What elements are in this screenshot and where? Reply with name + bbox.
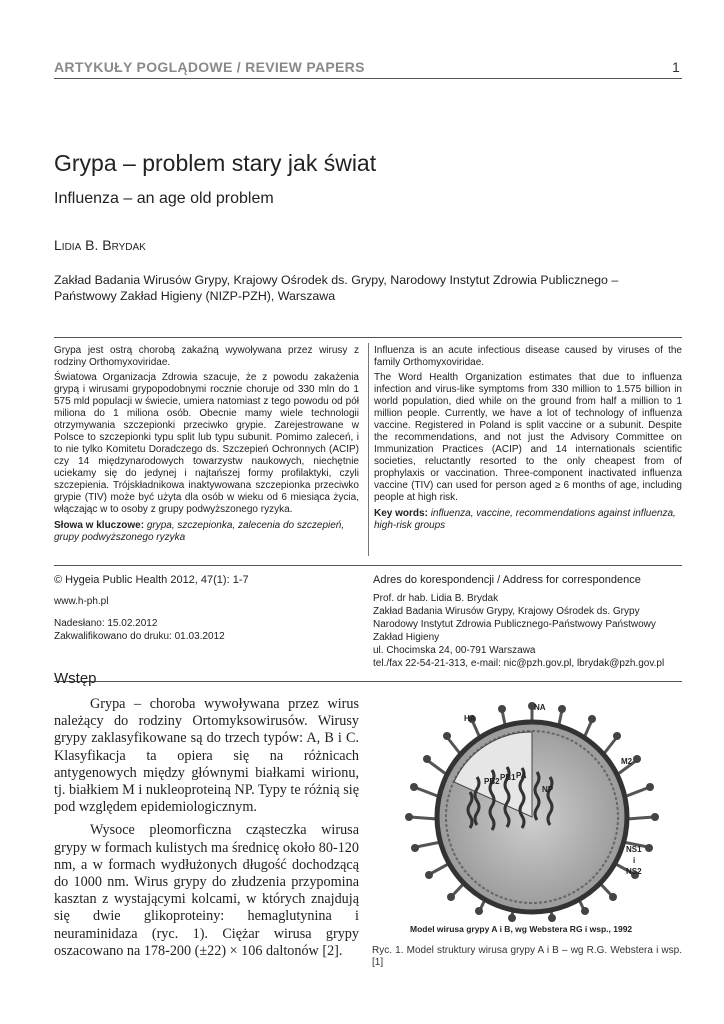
label-pb2: PB2: [484, 777, 500, 786]
journal-url[interactable]: www.h-ph.pl: [54, 596, 109, 607]
label-ns-and: i: [633, 856, 636, 865]
keywords-en: [374, 508, 682, 532]
label-na: NA: [534, 703, 546, 712]
correspondence-line: Prof. dr hab. Lidia B. Brydak: [373, 593, 499, 604]
label-pa: PA: [516, 771, 527, 780]
publication-meta: [54, 574, 354, 643]
correspondence-block: [373, 574, 685, 670]
abstract-pl-p2: Światowa Organizacja Zdrowia szacuje, że z powodu zakażenia grypą i wirusami grypopodobnymi rocznie choruje od 330 mln do 1 575 mld populacji w świecie, umiera natomiast z tego powodu od pół miliona do 1 miliona osób. Obecnie mamy wiele technologii otrzymywania szczepionki przeciwko grypie. Zarejestrowane w Polsce to szczepionki typu split lub typu subunit. Pomimo zaleceń, i to nie tylko Komitetu Doradczego ds. Szczepień Ochronnych (ACIP) czy 14 międzynarodowych towarzystw naukowych, niechętnie uciekamy się do jedynej i najtańszej formy profilaktyki, czyli szczepienia. Trójskładnikowa inaktywowana szczepionka przeciwko grypie (TIV) może być użyta dla osób w wieku od 6 miesiąca życia, włączając w to osoby z grupy podwyższonego ryzyka.: [54, 372, 359, 515]
label-pb1: PB1: [500, 773, 516, 782]
body-paragraph-1: Grypa – choroba wywoływana przez wirus należący do rodziny Ortomyksowirusów. Wirusy grypy zaklasyfikowane są do trzech typów: A, B i C. Klasyfikacja ta opiera się na różnicach antygenowych między głównymi białkami wirionu, tj. białkiem M i nukleoproteiną NP. Typy te różnią się pod względem epidemiologicznym.: [54, 696, 359, 816]
section-label: ARTYKUŁY POGLĄDOWE / REVIEW PAPERS: [54, 59, 365, 75]
meta-bottom-rule: [54, 681, 682, 682]
abstract-en-p2: The Word Health Organization estimates that due to influenza infection and virus-like symptoms from 330 million to 1.575 billion in world population, died while on the ground from half a million to 1 million people. Currently, we have a lot of technology of influenza vaccine. Registered in Poland is split vaccine or a subunit. Despite the recommendations, and not just the Advisory Committee on Immunization Practices (ACIP) and 14 internationals scientific societies, reluctantly resorted to the only cheapest from of prophylaxis or vaccination. Three-component inactivated influenza vaccine (TIV) can used for person aged ≥ 6 months of age, including people at high risk.: [374, 372, 682, 503]
abstract-top-rule: [54, 337, 682, 338]
abstract-english: [374, 345, 682, 535]
article-subtitle: Influenza – an age old problem: [54, 190, 274, 207]
submitted-date: Nadesłano: 15.02.2012: [54, 618, 158, 629]
correspondence-line: Zakład Badania Wirusów Grypy, Krajowy Ośrodek ds. Grypy: [373, 606, 640, 617]
abstract-pl-p1: Grypa jest ostrą chorobą zakaźną wywoływana przez wirusy z rodziny Orthomyxoviridae.: [54, 345, 359, 368]
label-ha: HA: [464, 714, 476, 723]
author-affiliation: Zakład Badania Wirusów Grypy, Krajowy Ośrodek ds. Grypy, Narodowy Instytut Zdrowia Publicznego – Państwowy Zakład Higieny (NIZP-PZH), Warszawa: [54, 273, 619, 303]
correspondence-line: Zakład Higieny: [373, 632, 440, 643]
accepted-date: Zakwalifikowano do druku: 01.03.2012: [54, 631, 225, 642]
abstract-column-divider: [368, 343, 369, 556]
keywords-en-text: influenza, vaccine, recommendations against influenza, high-risk groups: [374, 508, 676, 531]
header-rule: [54, 78, 682, 79]
abstract-en-p1: Influenza is an acute infectious disease caused by viruses of the family Orthomyxoviridae.: [374, 345, 682, 368]
correspondence-line: Narodowy Instytut Zdrowia Publicznego-Państwowy Państwowy: [373, 619, 656, 630]
label-np: NP: [542, 785, 554, 794]
virus-structure-figure: [372, 692, 682, 942]
keywords-pl-label: Słowa w kluczowe:: [54, 520, 145, 531]
label-ns1: NS1: [626, 845, 642, 854]
body-text: [54, 696, 359, 966]
section-heading-wstep: Wstęp: [54, 670, 97, 687]
author-name: Lidia B. Brydak: [54, 237, 146, 253]
figure-inner-caption: Model wirusa grypy A i B, wg Webstera RG i wsp., 1992: [410, 924, 633, 934]
keywords-en-label: Key words:: [374, 508, 428, 519]
correspondence-line: ul. Chocimska 24, 00-791 Warszawa: [373, 645, 536, 656]
label-m2: M2: [621, 757, 633, 766]
abstract-polish: [54, 345, 359, 547]
keywords-pl-text: grypa, szczepionka, zalecenia do szczepień, grupy podwyższonego ryzyka: [54, 520, 345, 543]
page-number: 1: [672, 59, 680, 75]
correspondence-line: tel./fax 22-54-21-313, e-mail: nic@pzh.gov.pl, lbrydak@pzh.gov.pl: [373, 658, 665, 669]
copyright-line: © Hygeia Public Health 2012, 47(1): 1-7: [54, 574, 249, 586]
body-paragraph-2: Wysoce pleomorficzna cząsteczka wirusa grypy w formach kulistych ma średnicę około 80-120 nm, a w formach wydłużonych długość dochodzącą do 1000 nm. Wirus grypy do złudzenia przypomina kasztan z wystającymi kolcami, w których znajdują się dwie glikoproteiny: hemaglutynina i neuraminidaza (ryc. 1). Ciężar wirusa grypy oszacowano na 178-200 (±22) × 106 daltonów [2].: [54, 822, 359, 959]
figure-caption: Ryc. 1. Model struktury wirusa grypy A i B – wg R.G. Webstera i wsp. [1]: [372, 945, 682, 968]
abstract-bottom-rule: [54, 565, 682, 566]
label-ns2: NS2: [626, 867, 642, 876]
correspondence-heading: Adres do korespondencji / Address for correspondence: [373, 574, 641, 586]
keywords-pl: [54, 520, 359, 544]
article-title: Grypa – problem stary jak świat: [54, 150, 377, 176]
